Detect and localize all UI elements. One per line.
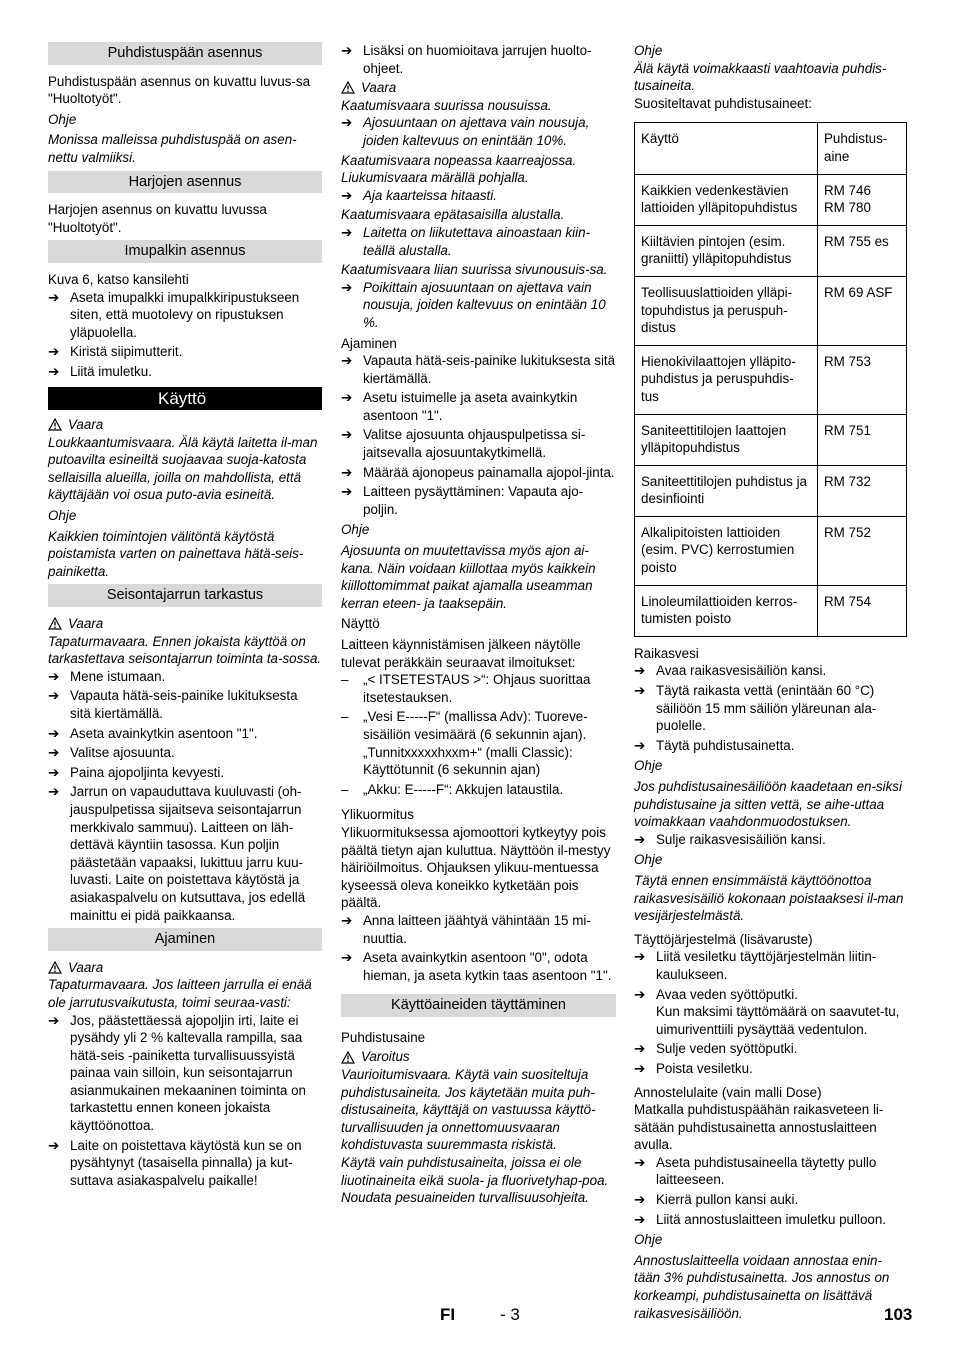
warning-text: Noudata pesuaineiden turvallisuusohjeita.: [341, 1190, 589, 1206]
warning-text: Käytä vain puhdistusaineita, joissa ei ole liuotinaineita eikä suola- ja fluorivetyhap-poa.: [341, 1155, 609, 1188]
subsection-title: Puhdistusaine: [341, 1029, 426, 1045]
step-text: Liitä annostuslaitteen imuletku pulloon.: [656, 1211, 887, 1227]
table-cell: Kaikkien vedenkestävien lattioiden ylläpitopuhdistus: [635, 174, 818, 225]
arrow-right-icon: ➔: [634, 831, 646, 847]
dash-marker: –: [341, 709, 349, 725]
step-text: Vapauta hätä-seis-painike lukituksesta sitä kiertämällä.: [70, 688, 298, 721]
warning-text: Kaatumisvaara epätasaisilla alustalla.: [341, 207, 565, 223]
warning-label: Vaara: [68, 417, 104, 433]
arrow-right-icon: ➔: [341, 353, 353, 369]
table-cell: RM 746 RM 780: [818, 174, 907, 225]
arrow-right-icon: ➔: [634, 1154, 646, 1170]
section-header: Käyttöaineiden täyttäminen: [341, 994, 616, 1017]
step-list: [634, 1040, 907, 1077]
arrow-right-icon: ➔: [48, 289, 60, 305]
dash-text: „Akku: E-----F“: Akkujen lataustila.: [363, 781, 564, 797]
note-label: Ohje: [634, 43, 663, 58]
table-cell: Hienokivilaattojen ylläpito-puhdistus ja peruspuhdis-tus: [635, 345, 818, 414]
note-text: Kaikkien toimintojen välitöntä käytöstä poistamista varten on painettava hätä-seis-painiketta.: [48, 528, 304, 579]
dash-list: [341, 671, 616, 798]
table-row: [635, 414, 907, 465]
warning-triangle-icon: [48, 418, 62, 431]
step-item: [634, 662, 907, 680]
table-cell: RM 69 ASF: [818, 276, 907, 345]
dash-item: [341, 708, 616, 778]
paragraph: Matkalla puhdistuspäähän raikasveteen li-sätään puhdistusainetta annostuslaitteen avulla.: [634, 1102, 884, 1153]
step-text: Ajosuuntaan on ajettava vain nousuja, joiden kaltevuus on enintään 10%.: [363, 115, 590, 148]
table-cell: RM 752: [818, 516, 907, 585]
step-text: Kiristä siipimutterit.: [70, 344, 183, 360]
table-cell: RM 732: [818, 465, 907, 516]
paragraph: Puhdistuspään asennus on kuvattu luvus-sa "Huoltotyöt".: [48, 73, 311, 107]
arrow-right-icon: ➔: [48, 1012, 60, 1028]
step-text: Sulje veden syöttöputki.: [656, 1041, 798, 1057]
section-header: Seisontajarrun tarkastus: [48, 584, 322, 607]
arrow-right-icon: ➔: [48, 764, 60, 780]
step-list: [634, 1154, 907, 1228]
table-cell: RM 755 es: [818, 225, 907, 276]
warning-text: Kaatumisvaara liian suurissa sivunousuis-sa.: [341, 262, 608, 278]
step-item: [341, 426, 616, 461]
arrow-right-icon: ➔: [341, 187, 353, 203]
warning-text: Loukkaantumisvaara. Älä käytä laitetta il-man putoavilta esineiltä suojaavaa suoja-katosta sellaisilla alueilla, joilla on mahdollista, että käyttäjään voi osua puto-avia esineitä.: [48, 434, 318, 503]
note-text: Annostuslaitteella voidaan annostaa enin-tään 3% puhdistusainetta. Jos annostus on korkeampi, puhdistusainetta on lisättävä raikasvesisäiliöön.: [634, 1252, 890, 1321]
table-cell: Kiiltävien pintojen (esim. graniitti) ylläpitopuhdistus: [635, 225, 818, 276]
step-item: [341, 464, 616, 482]
warning: [341, 79, 616, 97]
table-cell: Linoleumilattioiden kerros-tumisten poisto: [635, 585, 818, 636]
arrow-right-icon: ➔: [341, 950, 353, 966]
step-text: Täytä raikasta vettä (enintään 60 °C) säiliöön 15 mm säiliön yläreunan ala-puolelle.: [656, 683, 877, 734]
warning-text: Liukumisvaara märällä pohjalla.: [341, 170, 529, 186]
step-text: Aseta imupalkki imupalkkiripustukseen siten, että muotolevy on ripustuksen yläpuolella.: [70, 289, 300, 340]
arrow-right-icon: ➔: [48, 344, 60, 360]
note-label: Ohje: [634, 1232, 663, 1248]
paragraph: Harjojen asennus on kuvattu luvussa "Huoltotyöt".: [48, 202, 267, 235]
step-item: [48, 687, 322, 722]
step-item: [634, 986, 907, 1004]
table-header-cell: Puhdistus-aine: [818, 123, 907, 174]
step-item: [48, 1137, 322, 1190]
subsection-title: Ylikuormitus: [341, 807, 414, 823]
step-item: [634, 682, 907, 735]
step-list: [48, 1012, 322, 1190]
step-item: [341, 352, 616, 387]
table-row: [635, 276, 907, 345]
note-text: Täytä ennen ensimmäistä käyttöönottoa raikasvesisäiliö kokonaan poistaaksesi il-man vesijärjestelmästä.: [634, 872, 904, 924]
step-text: Anna laitteen jäähtyä vähintään 15 mi-nuuttia.: [363, 912, 591, 946]
step-text: Laitteen pysäyttäminen: Vapauta ajo-poljin.: [363, 484, 584, 517]
table-cell: RM 753: [818, 345, 907, 414]
section-header: Harjojen asennus: [48, 171, 322, 194]
table-header-cell: Käyttö: [635, 123, 818, 174]
arrow-right-icon: ➔: [341, 912, 353, 928]
page-number: 103: [884, 1305, 913, 1324]
warning-label: Vaara: [68, 959, 104, 975]
section-header: Puhdistuspään asennus: [48, 42, 322, 65]
step-text: Avaa veden syöttöputki.: [656, 986, 798, 1002]
warning-text: Kaatumisvaara nopeassa kaarreajossa.: [341, 152, 577, 168]
warning-triangle-icon: [48, 961, 62, 974]
table-cell: Saniteettitilojen puhdistus ja desinfiointi: [635, 465, 818, 516]
note-label: Ohje: [634, 852, 663, 868]
warning: [48, 615, 322, 633]
step-list: [634, 948, 907, 1003]
arrow-right-icon: ➔: [341, 43, 353, 58]
step-item: [48, 725, 322, 743]
step-text: Aja kaarteissa hitaasti.: [363, 187, 497, 203]
arrow-right-icon: ➔: [341, 427, 353, 443]
dash-item: [341, 671, 616, 706]
arrow-right-icon: ➔: [341, 279, 353, 295]
step-text: Mene istumaan.: [70, 668, 166, 684]
step-text: Poista vesiletku.: [656, 1060, 753, 1076]
note-label: Ohje: [48, 111, 77, 127]
section-header: Ajaminen: [48, 928, 322, 951]
step-item: [341, 483, 616, 518]
arrow-right-icon: ➔: [634, 737, 646, 753]
table-row: [635, 174, 907, 225]
dash-marker: –: [341, 672, 349, 688]
step-item: [341, 389, 616, 424]
warning-label: Vaara: [68, 616, 104, 632]
arrow-right-icon: ➔: [634, 1041, 646, 1057]
warning: [48, 416, 322, 434]
step-item: ➔ Lisäksi on huomioitava jarrujen huolto-ohjeet.: [341, 43, 592, 76]
step-item: [48, 363, 322, 381]
step-list: [48, 289, 322, 381]
chapter-title: Käyttö: [48, 387, 322, 411]
note-label: Ohje: [48, 508, 77, 524]
step-text: Aseta avainkytkin asentoon "1".: [70, 725, 258, 741]
paragraph: Kuva 6, katso kansilehti: [48, 271, 189, 287]
table-cell: Saniteettitilojen laattojen ylläpitopuhdistus: [635, 414, 818, 465]
step-item: [634, 1060, 907, 1078]
note-label: Ohje: [341, 522, 370, 538]
step-item: [48, 1012, 322, 1135]
table-row: [635, 585, 907, 636]
warning-block: [341, 97, 616, 332]
step-text: Avaa raikasvesisäiliön kansi.: [656, 663, 827, 679]
note-label: Ohje: [634, 758, 663, 774]
step-text: Täytä puhdistusainetta.: [656, 737, 795, 753]
table-row: [635, 516, 907, 585]
subsection-title: Annostelulaite (vain malli Dose): [634, 1084, 822, 1100]
arrow-right-icon: ➔: [634, 986, 646, 1002]
note-text: Älä käytä voimakkaasti vaahtoavia puhdis-tusaineita.: [634, 60, 887, 94]
footer-language: FI: [440, 1305, 456, 1324]
table-row: [635, 465, 907, 516]
subsection-title: Täyttöjärjestelmä (lisävaruste): [634, 931, 813, 947]
warning-label: Vaara: [361, 80, 397, 96]
table-cell: RM 754: [818, 585, 907, 636]
step-text: Liitä vesiletku täyttöjärjestelmän liitin-kaulukseen.: [656, 949, 877, 982]
step-item: [634, 1211, 907, 1229]
section-header: Imupalkin asennus: [48, 240, 322, 263]
warning: [48, 959, 322, 977]
step-text: Valitse ajosuunta.: [70, 745, 175, 761]
table-cell: Teollisuuslattioiden ylläpi-topuhdistus ja peruspuh-distus: [635, 276, 818, 345]
note-text: Ajosuunta on muutettavissa myös ajon ai-kana. Näin voidaan kiillottaa myös kaikkein kiillottomimmat paikat ajamalla useamman kerran eteen- ja taaksepäin.: [341, 543, 596, 611]
dash-item: [341, 781, 616, 799]
dash-text: „< ITSETESTAUS >“: Ohjaus suorittaa itsetestauksen.: [363, 672, 591, 705]
subsection-title: Ajaminen: [341, 335, 397, 351]
paragraph: Ylikuormituksessa ajomoottori kytkeytyy pois päältä tietyn ajan kuluttua. Näyttöön il-mestyy häiriöilmoitus. Ohjauksen ylikuu-mentuessa kyseessä oleva koneikko kytketään pois päältä.: [341, 824, 611, 911]
dash-text: „Vesi E-----F“ (mallissa Adv): Tuoreve-sisäiliön vesimäärä (6 sekunnin ajan). „Tunnitxxxxxhxxm+“ (malli Classic): Käyttötunnit (6 sekunnin ajan): [363, 709, 588, 778]
warning-triangle-icon: [341, 81, 355, 94]
arrow-right-icon: ➔: [634, 1211, 646, 1227]
step-text: Kierrä pullon kansi auki.: [656, 1192, 799, 1208]
step-text: Laitetta on liikutettava ainoastaan kiin-teällä alustalla.: [363, 224, 591, 258]
detergent-table: [634, 122, 907, 636]
paragraph: Laitteen käynnistämisen jälkeen näytölle tulevat peräkkäin seuraavat ilmoitukset:: [341, 637, 581, 670]
arrow-right-icon: ➔: [341, 224, 353, 240]
arrow-right-icon: ➔: [634, 1192, 646, 1208]
step-continuation: Kun maksimi täyttömäärä on saavutet-tu, uimuriventtiili pysäyttää vedentulon.: [656, 1004, 900, 1037]
warning-text: Tapaturmavaara. Ennen jokaista käyttöä on tarkastettava seisontajarrun toiminta ta-sossa.: [48, 633, 322, 667]
note-text: Jos puhdistusainesäiliöön kaadetaan en-siksi puhdistusaine ja sitten vettä, se aihe-uttaa voimakkaan vaahdonmuodostuksen.: [634, 779, 902, 830]
column-3: [634, 42, 907, 1322]
subsection-title: Raikasvesi: [634, 645, 699, 661]
table-row: [635, 345, 907, 414]
warning: [341, 1048, 616, 1066]
step-item: [341, 114, 616, 149]
step-item: [341, 279, 616, 332]
table-cell: RM 751: [818, 414, 907, 465]
footer-page-index: - 3: [500, 1305, 520, 1324]
arrow-right-icon: ➔: [634, 1060, 646, 1076]
step-text: Valitse ajosuunta ohjauspulpetissa si-jaitsevalla ajosuuntakytkimellä.: [363, 427, 586, 461]
subsection-title: Näyttö: [341, 616, 380, 632]
step-list: [341, 352, 616, 518]
warning-text: Kaatumisvaara suurissa nousuissa.: [341, 97, 552, 113]
paragraph: Suositeltavat puhdistusaineet:: [634, 95, 812, 111]
step-text: Jarrun on vapauduttava kuuluvasti (oh-jauspulpetissa sijaitseva seisontajarrun merkkivalo sammuu). Laitteen on läh-dettävä käyntiin tasossa. Kun poljin päästetään vapaaksi, lukittuu jarru kuu-luvasti. Laite on poistettava käytöstä ja asiakaspalvelu on kutsuttava, jos edellä mainittu ei pidä paikkaansa.: [70, 784, 306, 923]
arrow-right-icon: ➔: [341, 464, 353, 480]
warning-text: Vaurioitumisvaara. Käytä vain suositeltuja puhdistusaineita. Jos käytetään muita puh-distusaineita, käyttäjä on vastuussa käyttö-turvallisuuden ja onnettomuusvaaran kohdistuvasta suuremmasta riskistä.: [341, 1067, 596, 1153]
arrow-right-icon: ➔: [341, 115, 353, 131]
table-header-row: [635, 123, 907, 174]
arrow-right-icon: ➔: [48, 745, 60, 761]
arrow-right-icon: ➔: [48, 784, 60, 800]
step-item: [634, 1040, 907, 1058]
step-text: Liitä imuletku.: [70, 363, 152, 379]
column-2: [341, 42, 616, 1207]
step-item: [48, 783, 322, 924]
arrow-right-icon: ➔: [48, 1137, 60, 1153]
step-text: Jos, päästettäessä ajopoljin irti, laite ei pysähdy yli 2 % kaltevalla rampilla, saa hätä-seis -painiketta turvallisuussyistä painaa vain silloin, kun seisontajarrun asianmukainen mekaaninen toiminta on tarkastettu ennen koneen jokaista käyttöönottoa.: [70, 1012, 306, 1134]
warning-triangle-icon: [48, 617, 62, 630]
dash-marker: –: [341, 781, 349, 797]
arrow-right-icon: ➔: [48, 725, 60, 741]
step-text: Aseta avainkytkin asentoon "0", odota hieman, ja aseta kytkin taas asentoon "1".: [363, 950, 612, 983]
note-text: Monissa malleissa puhdistuspää on asen-nettu valmiiksi.: [48, 132, 297, 165]
step-text: Aseta puhdistusaineella täytetty pullo laitteeseen.: [656, 1154, 877, 1188]
step-item: [48, 289, 322, 342]
step-item: [634, 1154, 907, 1189]
step-list: [634, 662, 907, 754]
step-text: Määrää ajonopeus painamalla ajopol-jinta.: [363, 464, 615, 480]
step-item: [341, 187, 616, 205]
warning-label: Varoitus: [361, 1049, 410, 1065]
step-item: [48, 744, 322, 762]
warning-triangle-icon: [341, 1051, 355, 1064]
arrow-right-icon: ➔: [48, 688, 60, 704]
arrow-right-icon: ➔: [341, 484, 353, 500]
table-row: [635, 225, 907, 276]
arrow-right-icon: ➔: [634, 663, 646, 679]
step-item: [341, 912, 616, 947]
step-list: [341, 912, 616, 984]
column-1: [48, 42, 322, 1191]
arrow-right-icon: ➔: [634, 683, 646, 699]
step-item: [341, 224, 616, 259]
warning-text: Tapaturmavaara. Jos laitteen jarrulla ei enää ole jarrutusvaikutusta, toimi seuraa-vasti:: [48, 977, 312, 1010]
arrow-right-icon: ➔: [341, 390, 353, 406]
step-text: Asetu istuimelle ja aseta avainkytkin asentoon "1".: [363, 390, 578, 423]
step-item: [48, 764, 322, 782]
arrow-right-icon: ➔: [48, 668, 60, 684]
step-item: [634, 737, 907, 755]
arrow-right-icon: ➔: [48, 363, 60, 379]
step-text: Laite on poistettava käytöstä kun se on pysähtynyt (tasaisella pinnalla) ja kut-suttava asiakaspalvelu paikalle!: [70, 1137, 302, 1188]
step-item: [341, 949, 616, 984]
table-cell: Alkalipitoisten lattioiden (esim. PVC) kerrostumien poisto: [635, 516, 818, 585]
step-list: [48, 668, 322, 924]
step-item: [634, 948, 907, 983]
step-item: ➔ Sulje raikasvesisäiliön kansi.: [634, 831, 826, 847]
step-item: [48, 343, 322, 361]
step-item: [48, 668, 322, 686]
step-item: [634, 1191, 907, 1209]
arrow-right-icon: ➔: [634, 949, 646, 965]
step-text: Paina ajopoljinta kevyesti.: [70, 764, 225, 780]
step-text: Vapauta hätä-seis-painike lukituksesta sitä kiertämällä.: [363, 353, 616, 386]
step-text: Poikittain ajosuuntaan on ajettava vain nousuja, joiden kaltevuus on enintään 10 %.: [363, 279, 606, 330]
